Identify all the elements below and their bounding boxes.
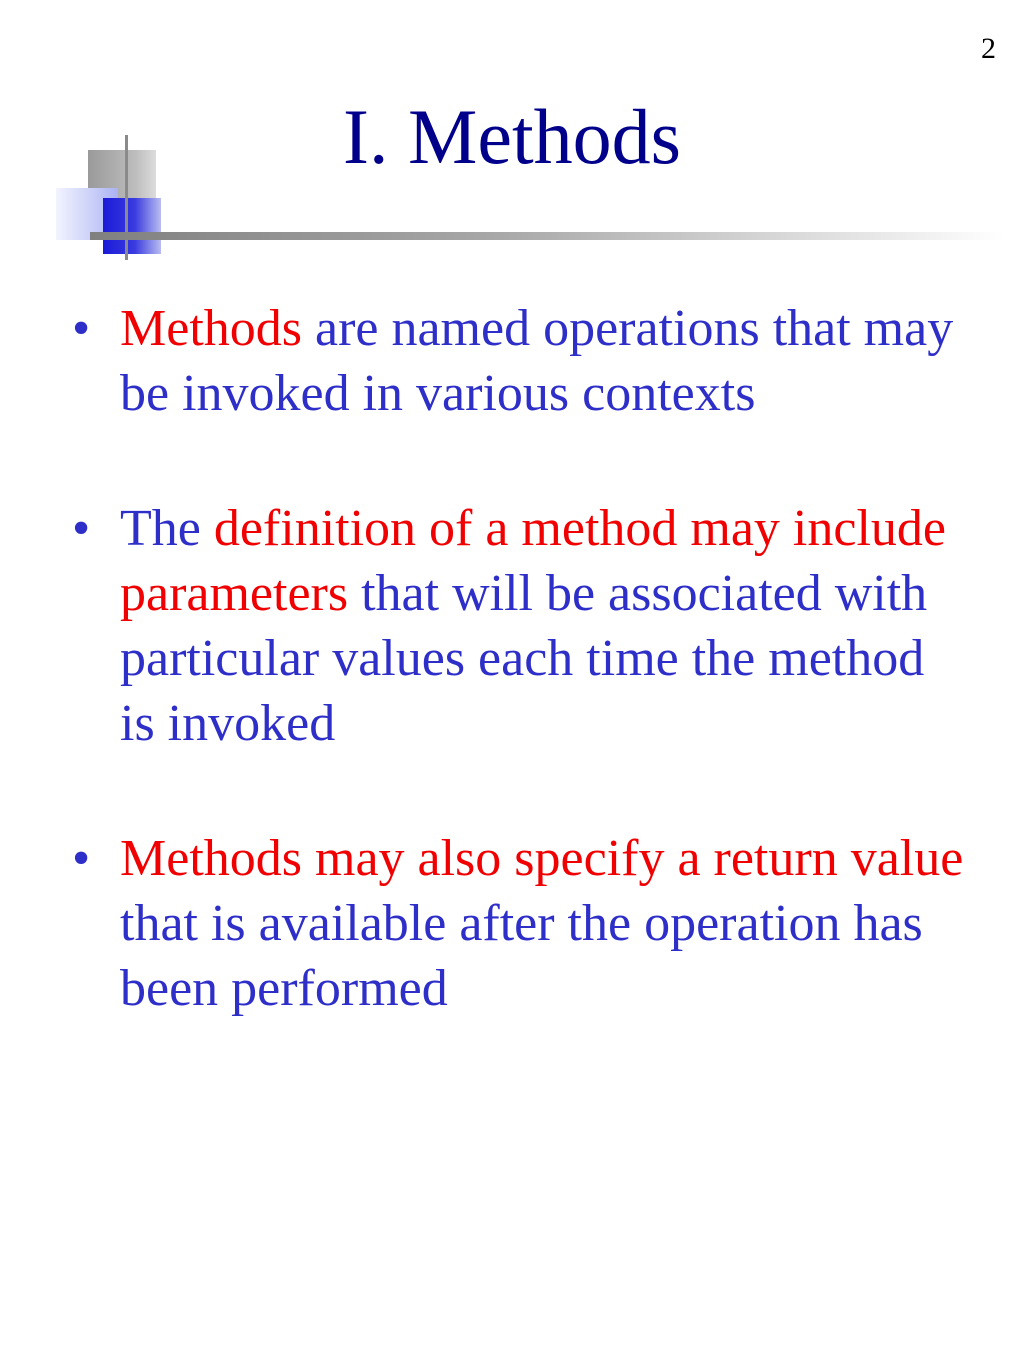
bullet-2-text-end: that will be associated with particular values each time the method is invoked xyxy=(120,565,928,752)
bullet-item-3 xyxy=(0,826,1024,1021)
bullet-2-text-start: The xyxy=(120,500,214,557)
bullet-item-2 xyxy=(0,496,1024,756)
title-underline-rule xyxy=(90,232,1004,240)
slide-title: I. Methods xyxy=(343,93,681,180)
bullet-1-highlight: Methods xyxy=(120,300,302,357)
bullet-dot: • xyxy=(72,500,91,557)
bullet-2-highlight: definition of a method may include parameters xyxy=(120,500,946,622)
bullet-1-text: are named operations that may be invoked in various contexts xyxy=(120,300,954,422)
logo-blue-square xyxy=(103,198,161,254)
bullet-dot: • xyxy=(72,830,91,887)
bullet-item-1 xyxy=(0,296,1024,426)
bullet-3-text: that is available after the operation has been performed xyxy=(120,895,923,1017)
bullet-dot: • xyxy=(72,300,91,357)
bullet-3-highlight: Methods may also specify a return value xyxy=(120,830,964,887)
bullet-list xyxy=(0,296,1024,1091)
page-number: 2 xyxy=(981,32,996,65)
